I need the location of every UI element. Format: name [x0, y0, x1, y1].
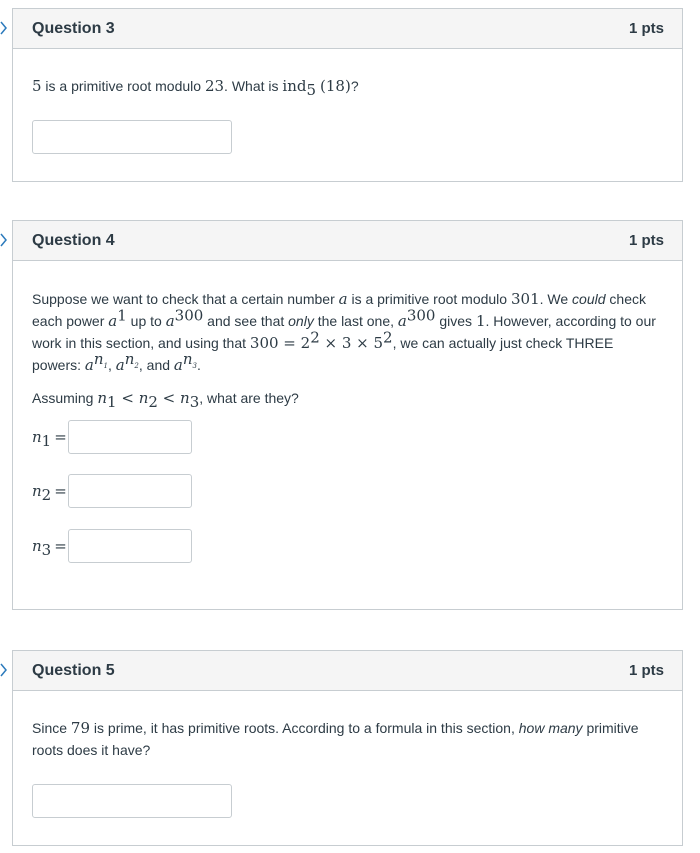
- question-title: Question 4: [32, 231, 115, 249]
- question-points: 1 pts: [628, 20, 664, 37]
- answer-input[interactable]: [32, 120, 232, 154]
- question-header: [13, 221, 682, 261]
- question-points: 1 pts: [628, 232, 664, 249]
- chevron-right-icon[interactable]: [0, 232, 8, 248]
- question-5: [12, 650, 683, 846]
- blank-n3: $n_3$ =: [32, 528, 192, 564]
- question-text: Since 79 is prime, it has primitive roots. According to a formula in this section, how many primitive roots does it have?: [32, 719, 639, 758]
- question-title: Question 5: [32, 661, 115, 679]
- question-points: 1 pts: [628, 662, 664, 679]
- question-4: [12, 220, 683, 610]
- question-3: [12, 8, 683, 182]
- question-text: Suppose we want to check that a certain number a is a primitive root modulo 301. We could check each power $a^1$ up to $a^{300}$ and see that only the last one, $a^{300}$ gives 1. However, according to our work in this section, and using that $300 = 2^2 \times 3 \times 5^2$, we can actually just check THREE powers: $a^{n_1}$, $a^{n_2}$, and $a^{n_3}$.: [32, 290, 656, 374]
- question-header: [13, 651, 682, 691]
- n3-input[interactable]: [68, 529, 192, 563]
- n2-input[interactable]: [68, 474, 192, 508]
- question-title: Question 3: [32, 19, 115, 37]
- question-subtext: Assuming $n_1 < n_2 < n_3$, what are they?: [32, 389, 299, 411]
- answer-input[interactable]: [32, 784, 232, 818]
- chevron-right-icon[interactable]: [0, 662, 8, 678]
- blank-n1: $n_1$ =: [32, 419, 192, 455]
- blank-n2: $n_2$ =: [32, 473, 192, 509]
- chevron-right-icon[interactable]: [0, 20, 8, 36]
- question-header: [13, 9, 682, 49]
- n1-input[interactable]: [68, 420, 192, 454]
- question-text: 5 is a primitive root modulo 23. What is ind$_5$ (18)?: [32, 77, 359, 99]
